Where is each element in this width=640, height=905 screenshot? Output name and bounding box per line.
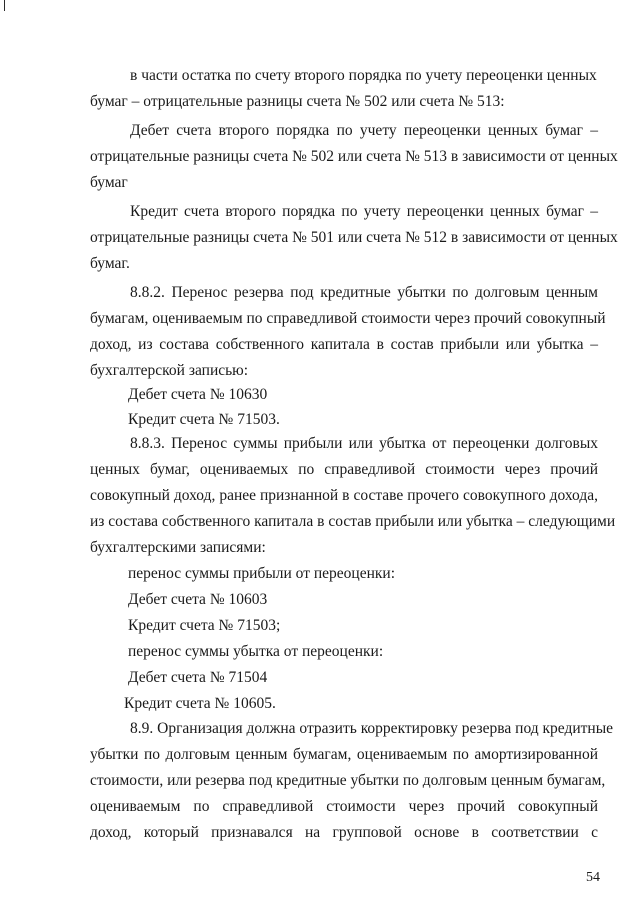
text-line: из состава собственного капитала в состав прибыли или убытка – следующими — [90, 513, 616, 530]
text-line: доход, который признавался на групповой основе в соответствии с — [90, 824, 598, 841]
scan-artifact-mark — [4, 0, 5, 11]
accounting-entry-line: Кредит счета № 71503; — [128, 617, 281, 634]
text-line: в части остатка по счету второго порядка по учету переоценки ценных — [130, 67, 597, 84]
accounting-entry-line: Дебет счета № 10630 — [128, 386, 268, 403]
text-line: совокупный доход, ранее признанной в составе прочего совокупного дохода, — [90, 487, 598, 504]
text-line: отрицательные разницы счета № 501 или счета № 512 в зависимости от ценных — [90, 229, 618, 246]
accounting-entry-line: Кредит счета № 10605. — [124, 695, 276, 712]
text-line: бухгалтерскими записями: — [90, 539, 266, 556]
text-line: бумаг. — [90, 255, 130, 272]
text-line: Дебет счета второго порядка по учету переоценки ценных бумаг – — [130, 122, 598, 139]
text-line: бухгалтерской записью: — [90, 362, 249, 379]
text-line: отрицательные разницы счета № 502 или счета № 513 в зависимости от ценных — [90, 148, 618, 165]
text-line: убытки по долговым ценным бумагам, оцениваемым по амортизированной — [90, 746, 598, 763]
text-line: доход, из состава собственного капитала в состав прибыли или убытка – — [90, 336, 598, 353]
section-8-8-2-line: 8.8.2. Перенос резерва под кредитные убытки по долговым ценным — [130, 284, 598, 301]
text-line: ценных бумаг, оцениваемых по справедливой стоимости через прочий — [90, 461, 598, 478]
accounting-entry-line: Кредит счета № 71503. — [128, 411, 280, 428]
accounting-entry-line: Дебет счета № 71504 — [128, 669, 268, 686]
text-line: оцениваемым по справедливой стоимости через прочий совокупный — [90, 798, 598, 815]
section-8-8-3-line: 8.8.3. Перенос суммы прибыли или убытка от переоценки долговых — [130, 435, 598, 452]
text-line: бумаг — [90, 174, 128, 191]
text-line: бумагам, оцениваемым по справедливой стоимости через прочий совокупный — [90, 310, 606, 327]
section-8-9-line: 8.9. Организация должна отразить корректировку резерва под кредитные — [130, 720, 614, 737]
text-line: перенос суммы убытка от переоценки: — [128, 643, 384, 660]
text-line: Кредит счета второго порядка по учету переоценки ценных бумаг – — [130, 203, 598, 220]
text-line: перенос суммы прибыли от переоценки: — [128, 565, 396, 582]
page-number: 54 — [586, 870, 600, 885]
accounting-entry-line: Дебет счета № 10603 — [128, 591, 268, 608]
text-line: стоимости, или резерва под кредитные убытки по долговым ценным бумагам, — [90, 772, 606, 789]
text-line: бумаг – отрицательные разницы счета № 502 или счета № 513: — [90, 93, 505, 110]
